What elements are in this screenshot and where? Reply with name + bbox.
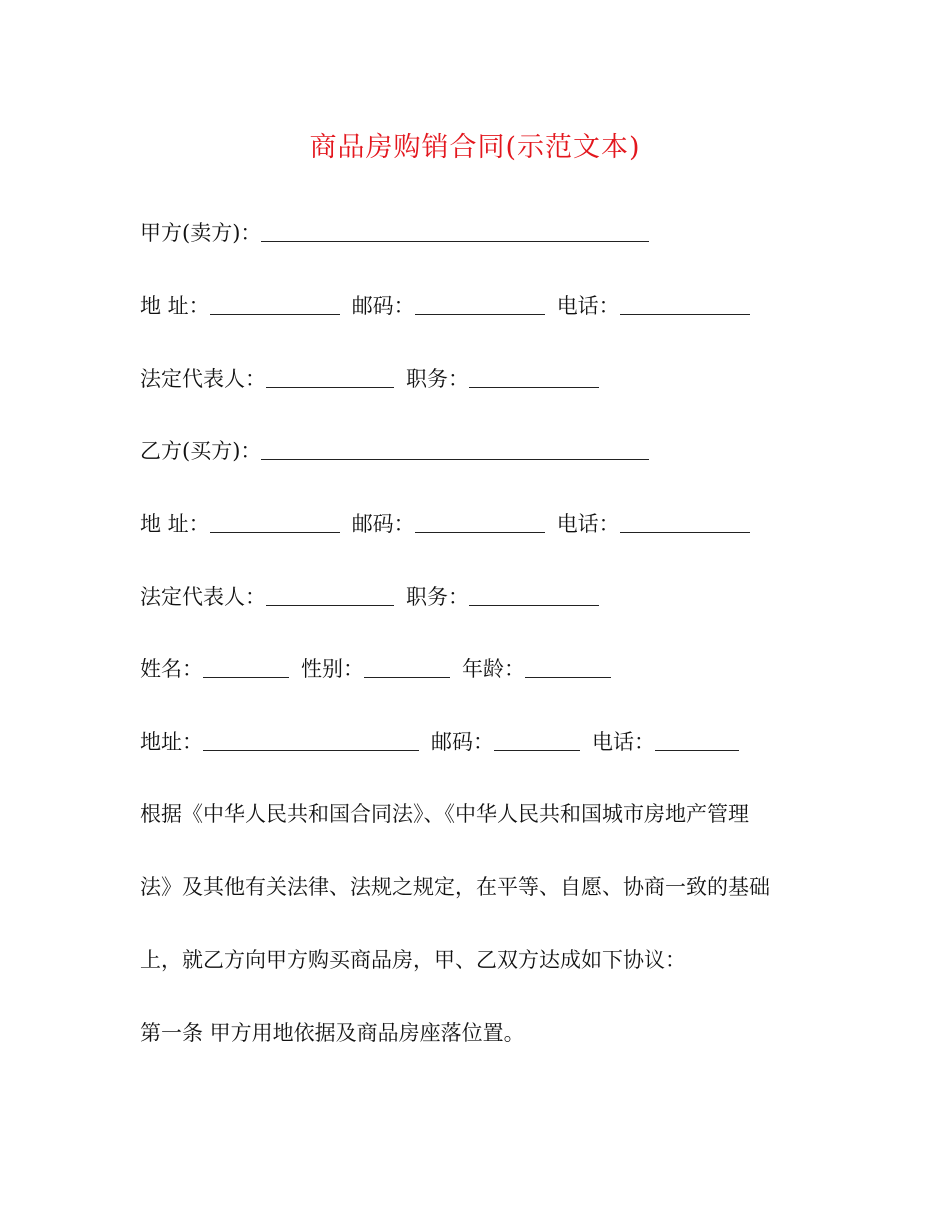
party-a-rep-row — [140, 364, 599, 394]
party-b-postcode-field[interactable] — [415, 531, 545, 533]
party-b-postcode-label: 邮码： — [351, 512, 415, 536]
individual-address-label: 地址： — [140, 730, 203, 754]
party-a-contact-row — [140, 291, 750, 321]
party-a-legal-rep-label: 法定代表人： — [140, 367, 266, 391]
party-b-address-label: 地 址： — [140, 512, 210, 536]
party-b-legal-rep-label: 法定代表人： — [140, 585, 266, 609]
party-b-legal-rep-field[interactable] — [266, 604, 394, 606]
party-b-address-field[interactable] — [210, 531, 340, 533]
individual-address-field[interactable] — [203, 749, 419, 751]
party-a-row — [140, 218, 649, 248]
body-line-3: 上，就乙方向甲方购买商品房，甲、乙双方达成如下协议： — [140, 948, 686, 972]
individual-phone-label: 电话： — [592, 730, 655, 754]
body-line-1: 根据《中华人民共和国合同法》、《中华人民共和国城市房地产管理 — [140, 802, 749, 826]
party-b-rep-row — [140, 582, 599, 612]
party-b-phone-field[interactable] — [620, 531, 750, 533]
party-b-row — [140, 436, 649, 466]
age-field[interactable] — [525, 676, 611, 678]
gender-field[interactable] — [364, 676, 450, 678]
party-a-phone-label: 电话： — [556, 294, 620, 318]
party-a-label: 甲方(卖方)： — [140, 221, 262, 245]
party-a-position-field[interactable] — [469, 386, 599, 388]
party-b-position-field[interactable] — [469, 604, 599, 606]
party-b-name-field[interactable] — [261, 458, 649, 460]
individual-contact-row — [140, 727, 739, 757]
document-title: 商品房购销合同(示范文本) — [309, 132, 641, 163]
party-a-legal-rep-field[interactable] — [266, 386, 394, 388]
name-field[interactable] — [203, 676, 289, 678]
article-1-heading: 第一条 甲方用地依据及商品房座落位置。 — [140, 1021, 525, 1045]
party-a-address-field[interactable] — [210, 313, 340, 315]
party-a-postcode-field[interactable] — [415, 313, 545, 315]
individual-postcode-field[interactable] — [494, 749, 580, 751]
gender-label: 性别： — [301, 657, 364, 681]
party-b-position-label: 职务： — [406, 585, 469, 609]
body-line-2: 法》及其他有关法律、法规之规定，在平等、自愿、协商一致的基础 — [140, 875, 770, 899]
party-a-position-label: 职务： — [406, 367, 469, 391]
party-b-label: 乙方(买方)： — [140, 439, 262, 463]
party-a-phone-field[interactable] — [620, 313, 750, 315]
age-label: 年龄： — [462, 657, 525, 681]
individual-row — [140, 654, 611, 684]
individual-phone-field[interactable] — [655, 749, 739, 751]
party-a-name-field[interactable] — [261, 240, 649, 242]
party-b-phone-label: 电话： — [556, 512, 620, 536]
party-a-address-label: 地 址： — [140, 294, 210, 318]
party-b-contact-row — [140, 509, 750, 539]
individual-postcode-label: 邮码： — [431, 730, 494, 754]
party-a-postcode-label: 邮码： — [351, 294, 415, 318]
name-label: 姓名： — [140, 657, 203, 681]
